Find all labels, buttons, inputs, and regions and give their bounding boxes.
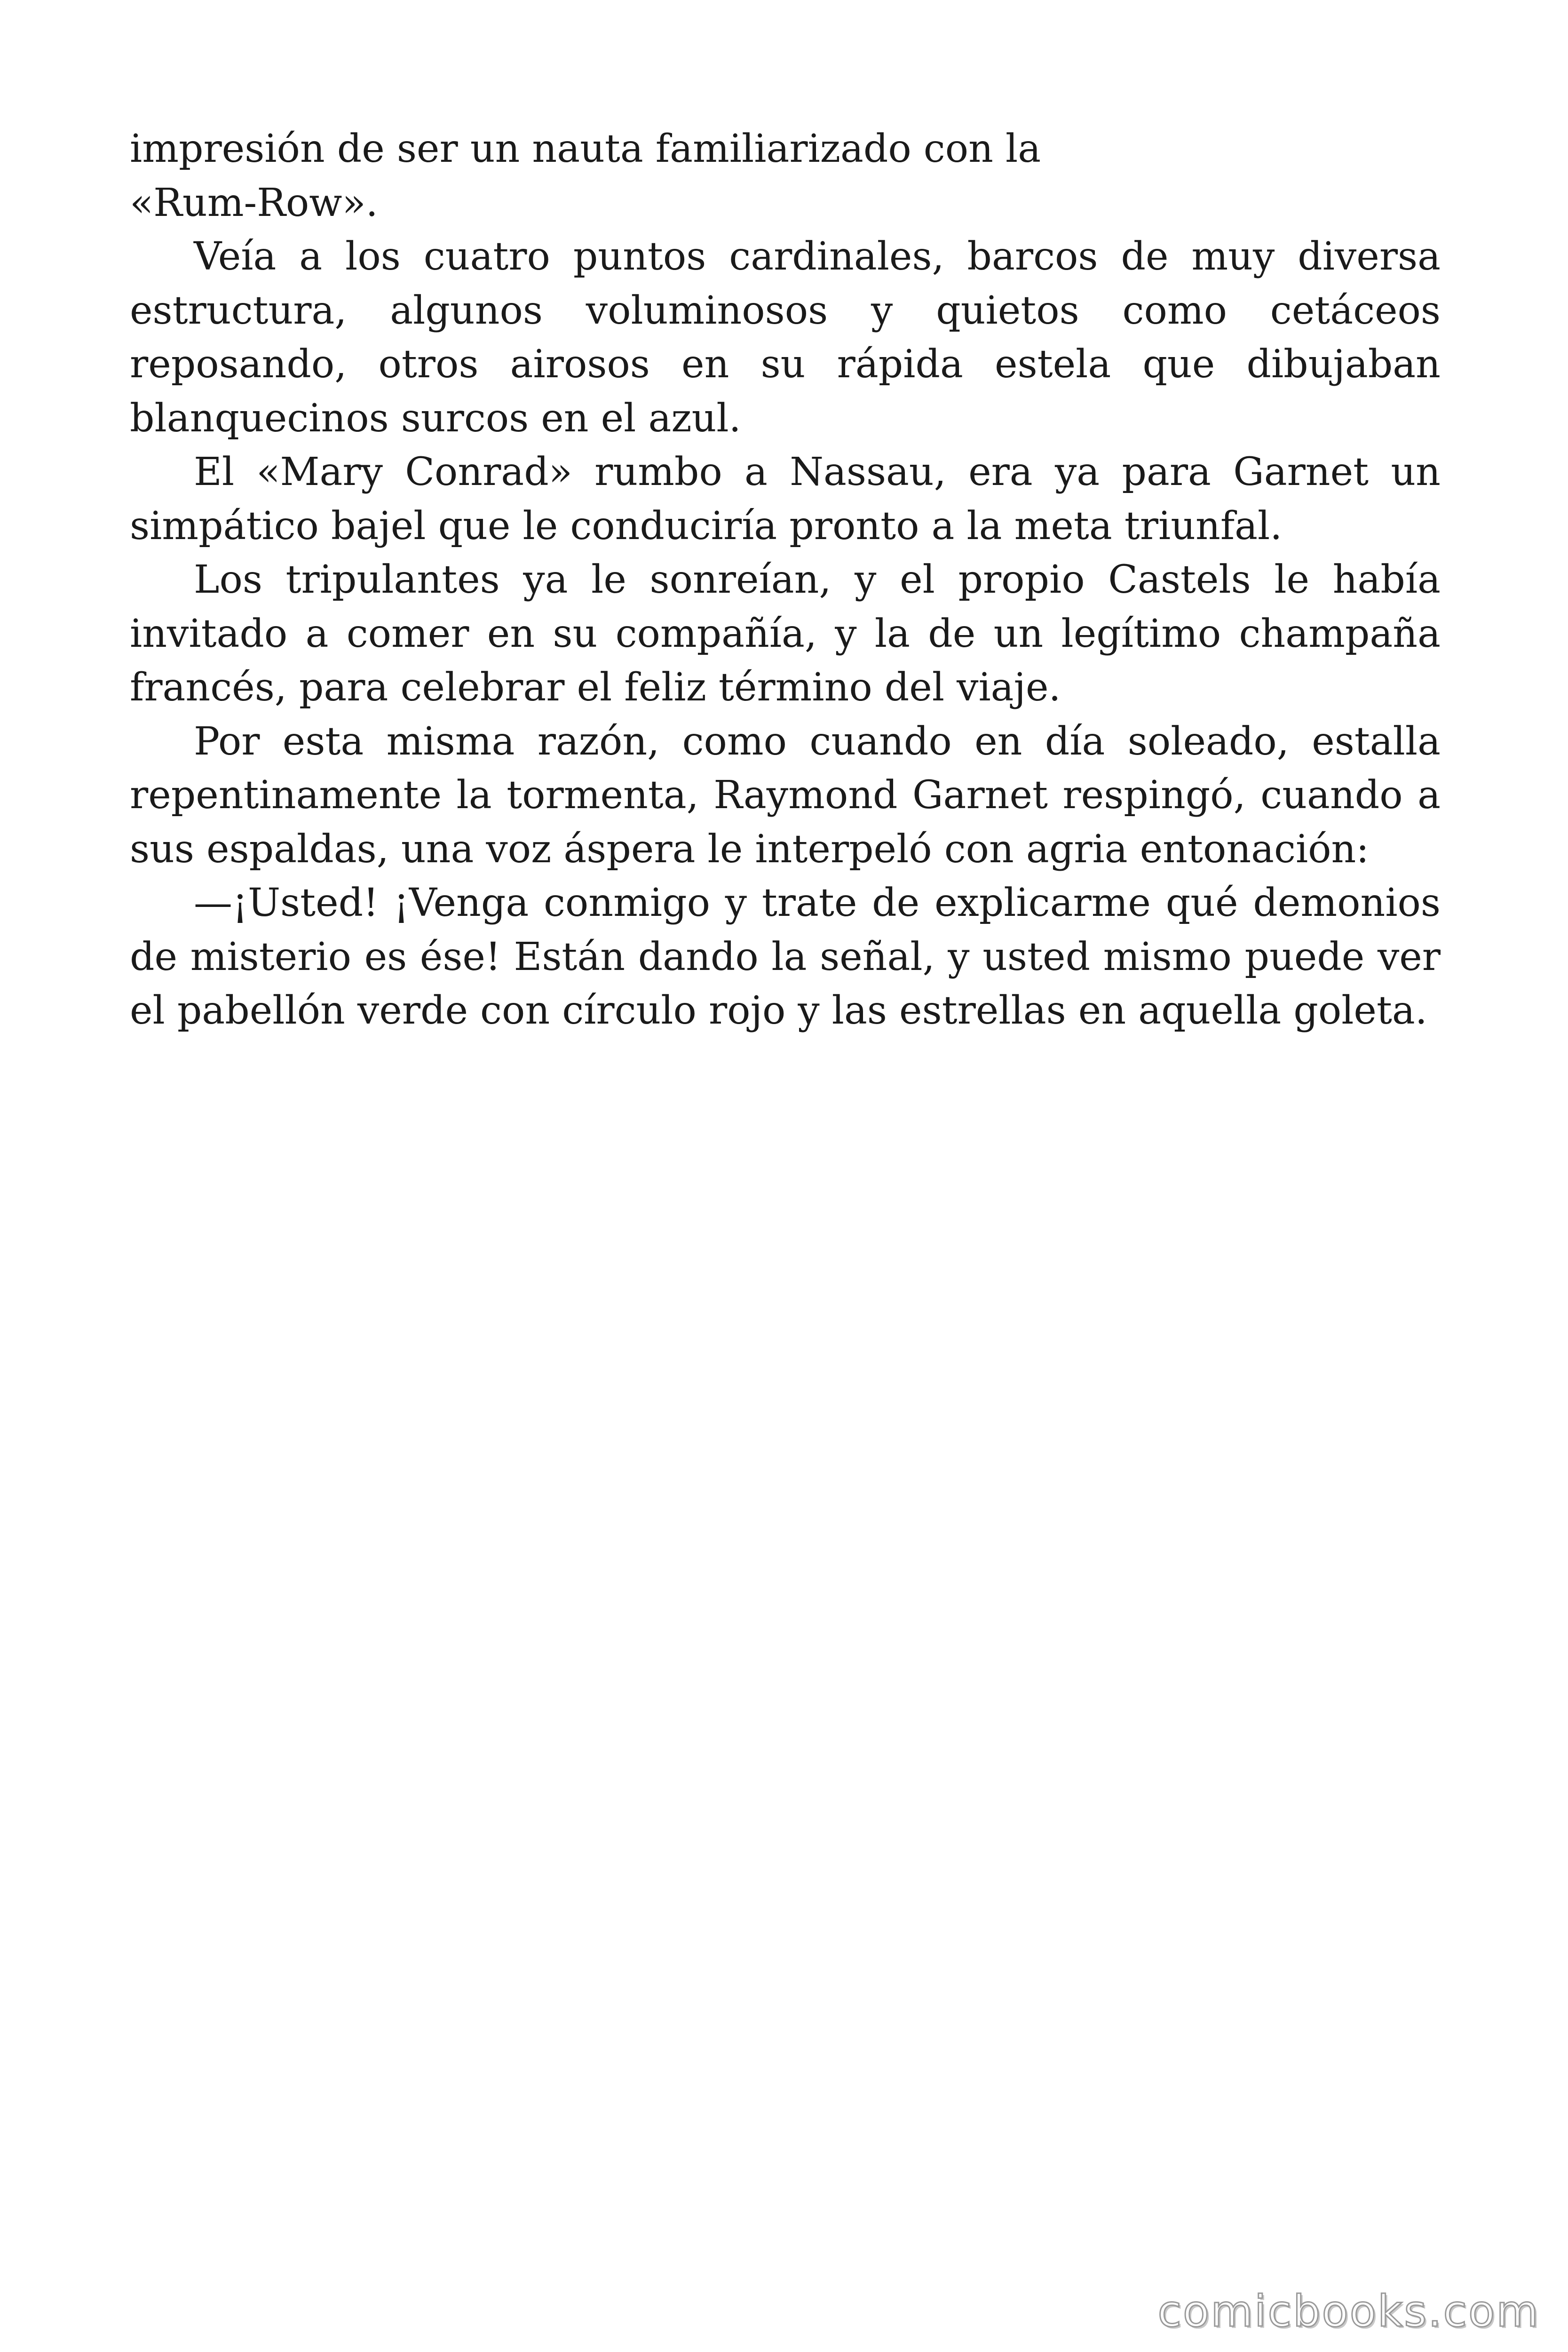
text-line: impresión de ser un nauta familiarizado con la [130,127,1041,171]
text-line: «Rum-Row». [130,180,378,225]
paragraph: Veía a los cuatro puntos cardinales, barcos de muy diversa estructura, algunos voluminosos y quietos como cetáceos reposando, otros airosos en su rápida estela que dibujaban blanquecinos surcos en el azul. [130,234,1441,441]
paragraph: Los tripulantes ya le sonreían, y el propio Castels le había invitado a comer en su compañía, y la de un legítimo champaña francés, para celebrar el feliz término del viaje. [130,557,1441,710]
paragraph: Por esta misma razón, como cuando en día soleado, estalla repentinamente la tormenta, Raymond Garnet respingó, cuando a sus espaldas, una voz áspera le interpeló con agria entonación: [130,719,1441,872]
paragraph: El «Mary Conrad» rumbo a Nassau, era ya para Garnet un simpático bajel que le conduciría pronto a la meta triunfal. [130,450,1441,548]
body-text [130,122,1441,1038]
dialogue-paragraph: —¡Usted! ¡Venga conmigo y trate de explicarme qué demonios de misterio es ése! Están dando la señal, y usted mismo puede ver el pabellón verde con círculo rojo y las estrellas en aquella goleta. [130,881,1441,1033]
paragraph-continued [130,122,1441,230]
watermark: comicbooks.com [1157,2286,1540,2336]
